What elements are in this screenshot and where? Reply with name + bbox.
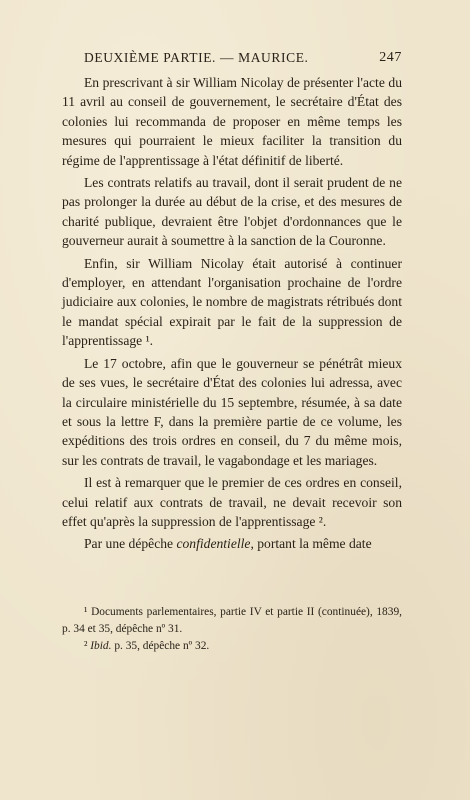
- paragraph: Enfin, sir William Nicolay était autorisé à continuer d'employer, en attendant l'organisation prochaine de l'ordre judiciaire aux colonies, le nombre de magistrats rétribués dont le mandat spécial expirait par le fait de la suppression de l'apprentissage ¹.: [62, 255, 402, 349]
- paragraph: Les contrats relatifs au travail, dont il serait prudent de ne pas prolonger la durée au début de la crise, et des mesures de charité publique, devraient être l'objet d'ordonnances que le gouverneur aurait à soumettre à la sanction de la Couronne.: [62, 175, 402, 249]
- footnote-text: p. 35, dépêche nº 32.: [111, 640, 210, 652]
- paragraph: En prescrivant à sir William Nicolay de présenter l'acte du 11 avril au conseil de gouvernement, le secrétaire d'État des colonies lui recommanda de proposer en même temps les mesures qui pourraient le mieux faciliter la transition du régime de l'apprentissage à l'état définitif de liberté.: [62, 75, 402, 168]
- paragraph-text: Par une dépêche: [84, 536, 177, 552]
- page-header: [84, 50, 402, 68]
- paragraph: Il est à remarquer que le premier de ces ordres en conseil, celui relatif aux contrats de travail, ne devait recevoir son effet qu'après la suppression de l'apprentissage ².: [62, 475, 402, 529]
- paragraph-text: , portant la même date: [250, 536, 372, 552]
- footnotes: [62, 604, 402, 655]
- main-text: [62, 73, 402, 557]
- footnote: [62, 638, 402, 655]
- footnote-marker: ²: [84, 640, 91, 652]
- page-number: 247: [379, 50, 402, 65]
- footnote-ibid: Ibid.: [90, 640, 112, 652]
- emphasized-word: confidentielle: [176, 536, 251, 552]
- running-title: DEUXIÈME PARTIE. — MAURICE.: [84, 50, 309, 65]
- paragraph: Le 17 octobre, afin que le gouverneur se pénétrât mieux de ses vues, le secrétaire d'État des colonies lui adressa, avec la circulaire ministérielle du 15 septembre, résumée, à sa date et sous la lettre F, dans la première partie de ce volume, les expéditions des trois ordres en conseil, du 7 du même mois, sur les contrats de travail, le vagabondage et les mariages.: [62, 355, 402, 468]
- paragraph: [62, 534, 402, 553]
- footnote: ¹ Documents parlementaires, partie IV et partie II (continuée), 1839, p. 34 et 35, dépêche nº 31.: [62, 606, 402, 635]
